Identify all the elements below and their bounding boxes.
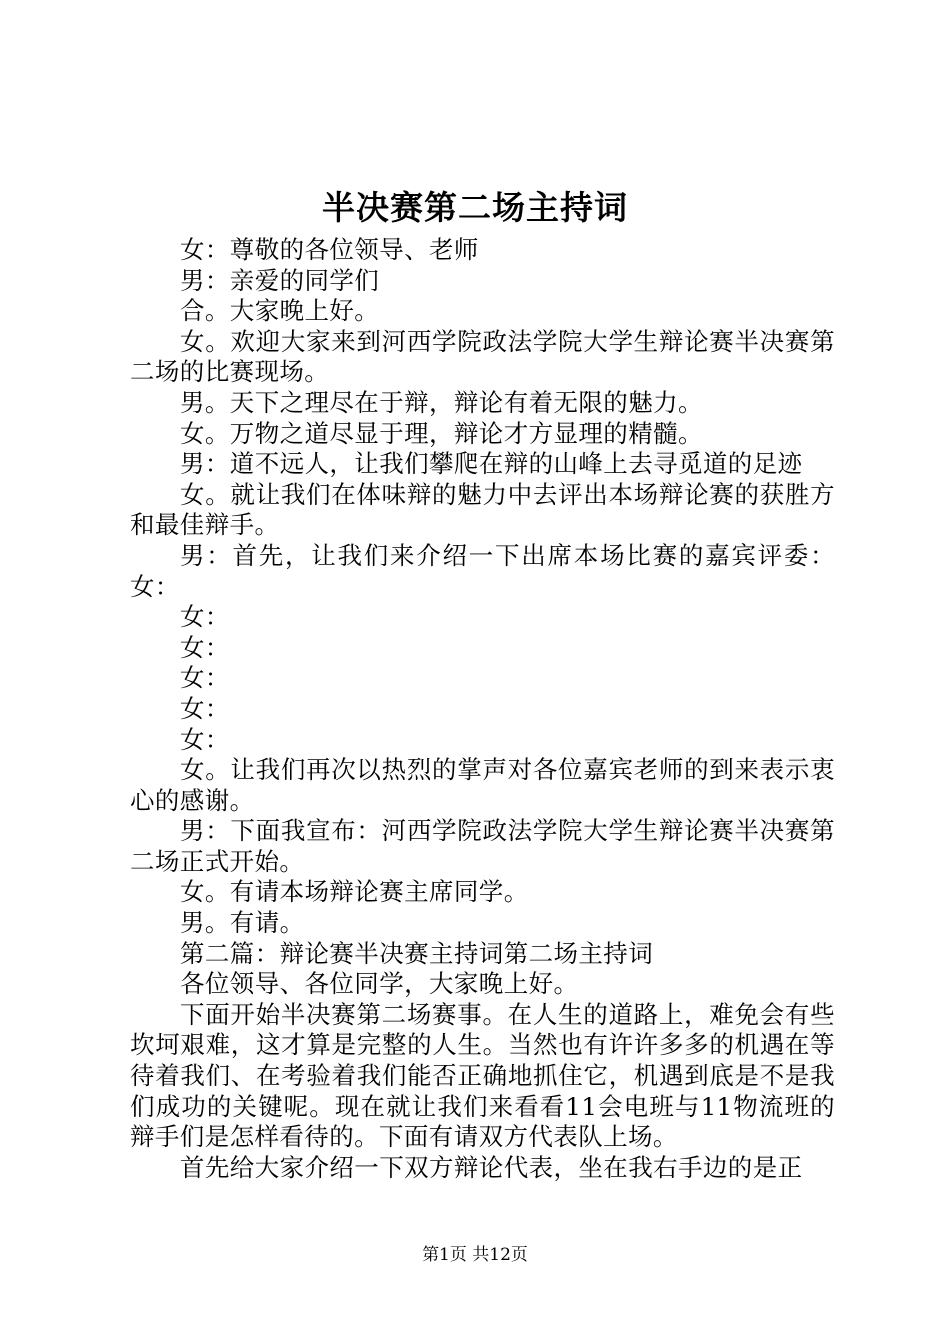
paragraph: 男：亲爱的同学们 [180,265,380,295]
paragraph: 女： [180,724,230,754]
paragraph: 女。让我们再次以热烈的掌声对各位嘉宾老师的到来表示衷心的感谢。 [130,755,835,815]
paragraph: 女。就让我们在体味辩的魅力中去评出本场辩论赛的获胜方和最佳辩手。 [130,479,835,540]
paragraph: 女。有请本场辩论赛主席同学。 [180,877,529,907]
paragraph: 女。欢迎大家来到河西学院政法学院大学生辩论赛半决赛第二场的比赛现场。 [130,326,835,387]
paragraph: 女： [180,602,230,632]
page-number-footer: 第1页 共12页 [422,1245,528,1265]
paragraph: 女： [180,663,230,693]
paragraph: 男：道不远人，让我们攀爬在辩的山峰上去寻觅道的足迹 [180,449,803,479]
paragraph: 下面开始半决赛第二场赛事。在人生的道路上，难免会有些坎坷艰难，这才算是完整的人生。当然也有许许多多的机遇在等待着我们、在考验着我们能否正确地抓住它，机遇到底是不是我们成功的关键呢。现在就让我们来看看11会电班与11物流班的辩手们是怎样看待的。下面有请双方代表队上场。 [130,999,835,1152]
document-body [130,235,835,1183]
document-title: 半决赛第二场主持词 [322,188,628,227]
paragraph: 女： [180,693,230,723]
paragraph: 男。天下之理尽在于辩，辩论有着无限的魅力。 [180,387,703,417]
section-heading: 第二篇：辩论赛半决赛主持词第二场主持词 [180,938,654,968]
paragraph: 女： [180,632,230,662]
paragraph: 女：尊敬的各位领导、老师 [180,235,479,264]
paragraph: 男：首先，让我们来介绍一下出席本场比赛的嘉宾评委：女： [130,540,835,601]
paragraph: 男：下面我宣布：河西学院政法学院大学生辩论赛半决赛第二场正式开始。 [130,816,835,876]
paragraph: 女。万物之道尽显于理，辩论才方显理的精髓。 [180,418,703,448]
paragraph: 首先给大家介绍一下双方辩论代表，坐在我右手边的是正 [180,1152,803,1182]
paragraph: 合。大家晚上好。 [180,296,380,326]
paragraph: 各位领导、各位同学，大家晚上好。 [180,969,579,999]
paragraph: 男。有请。 [180,908,305,938]
